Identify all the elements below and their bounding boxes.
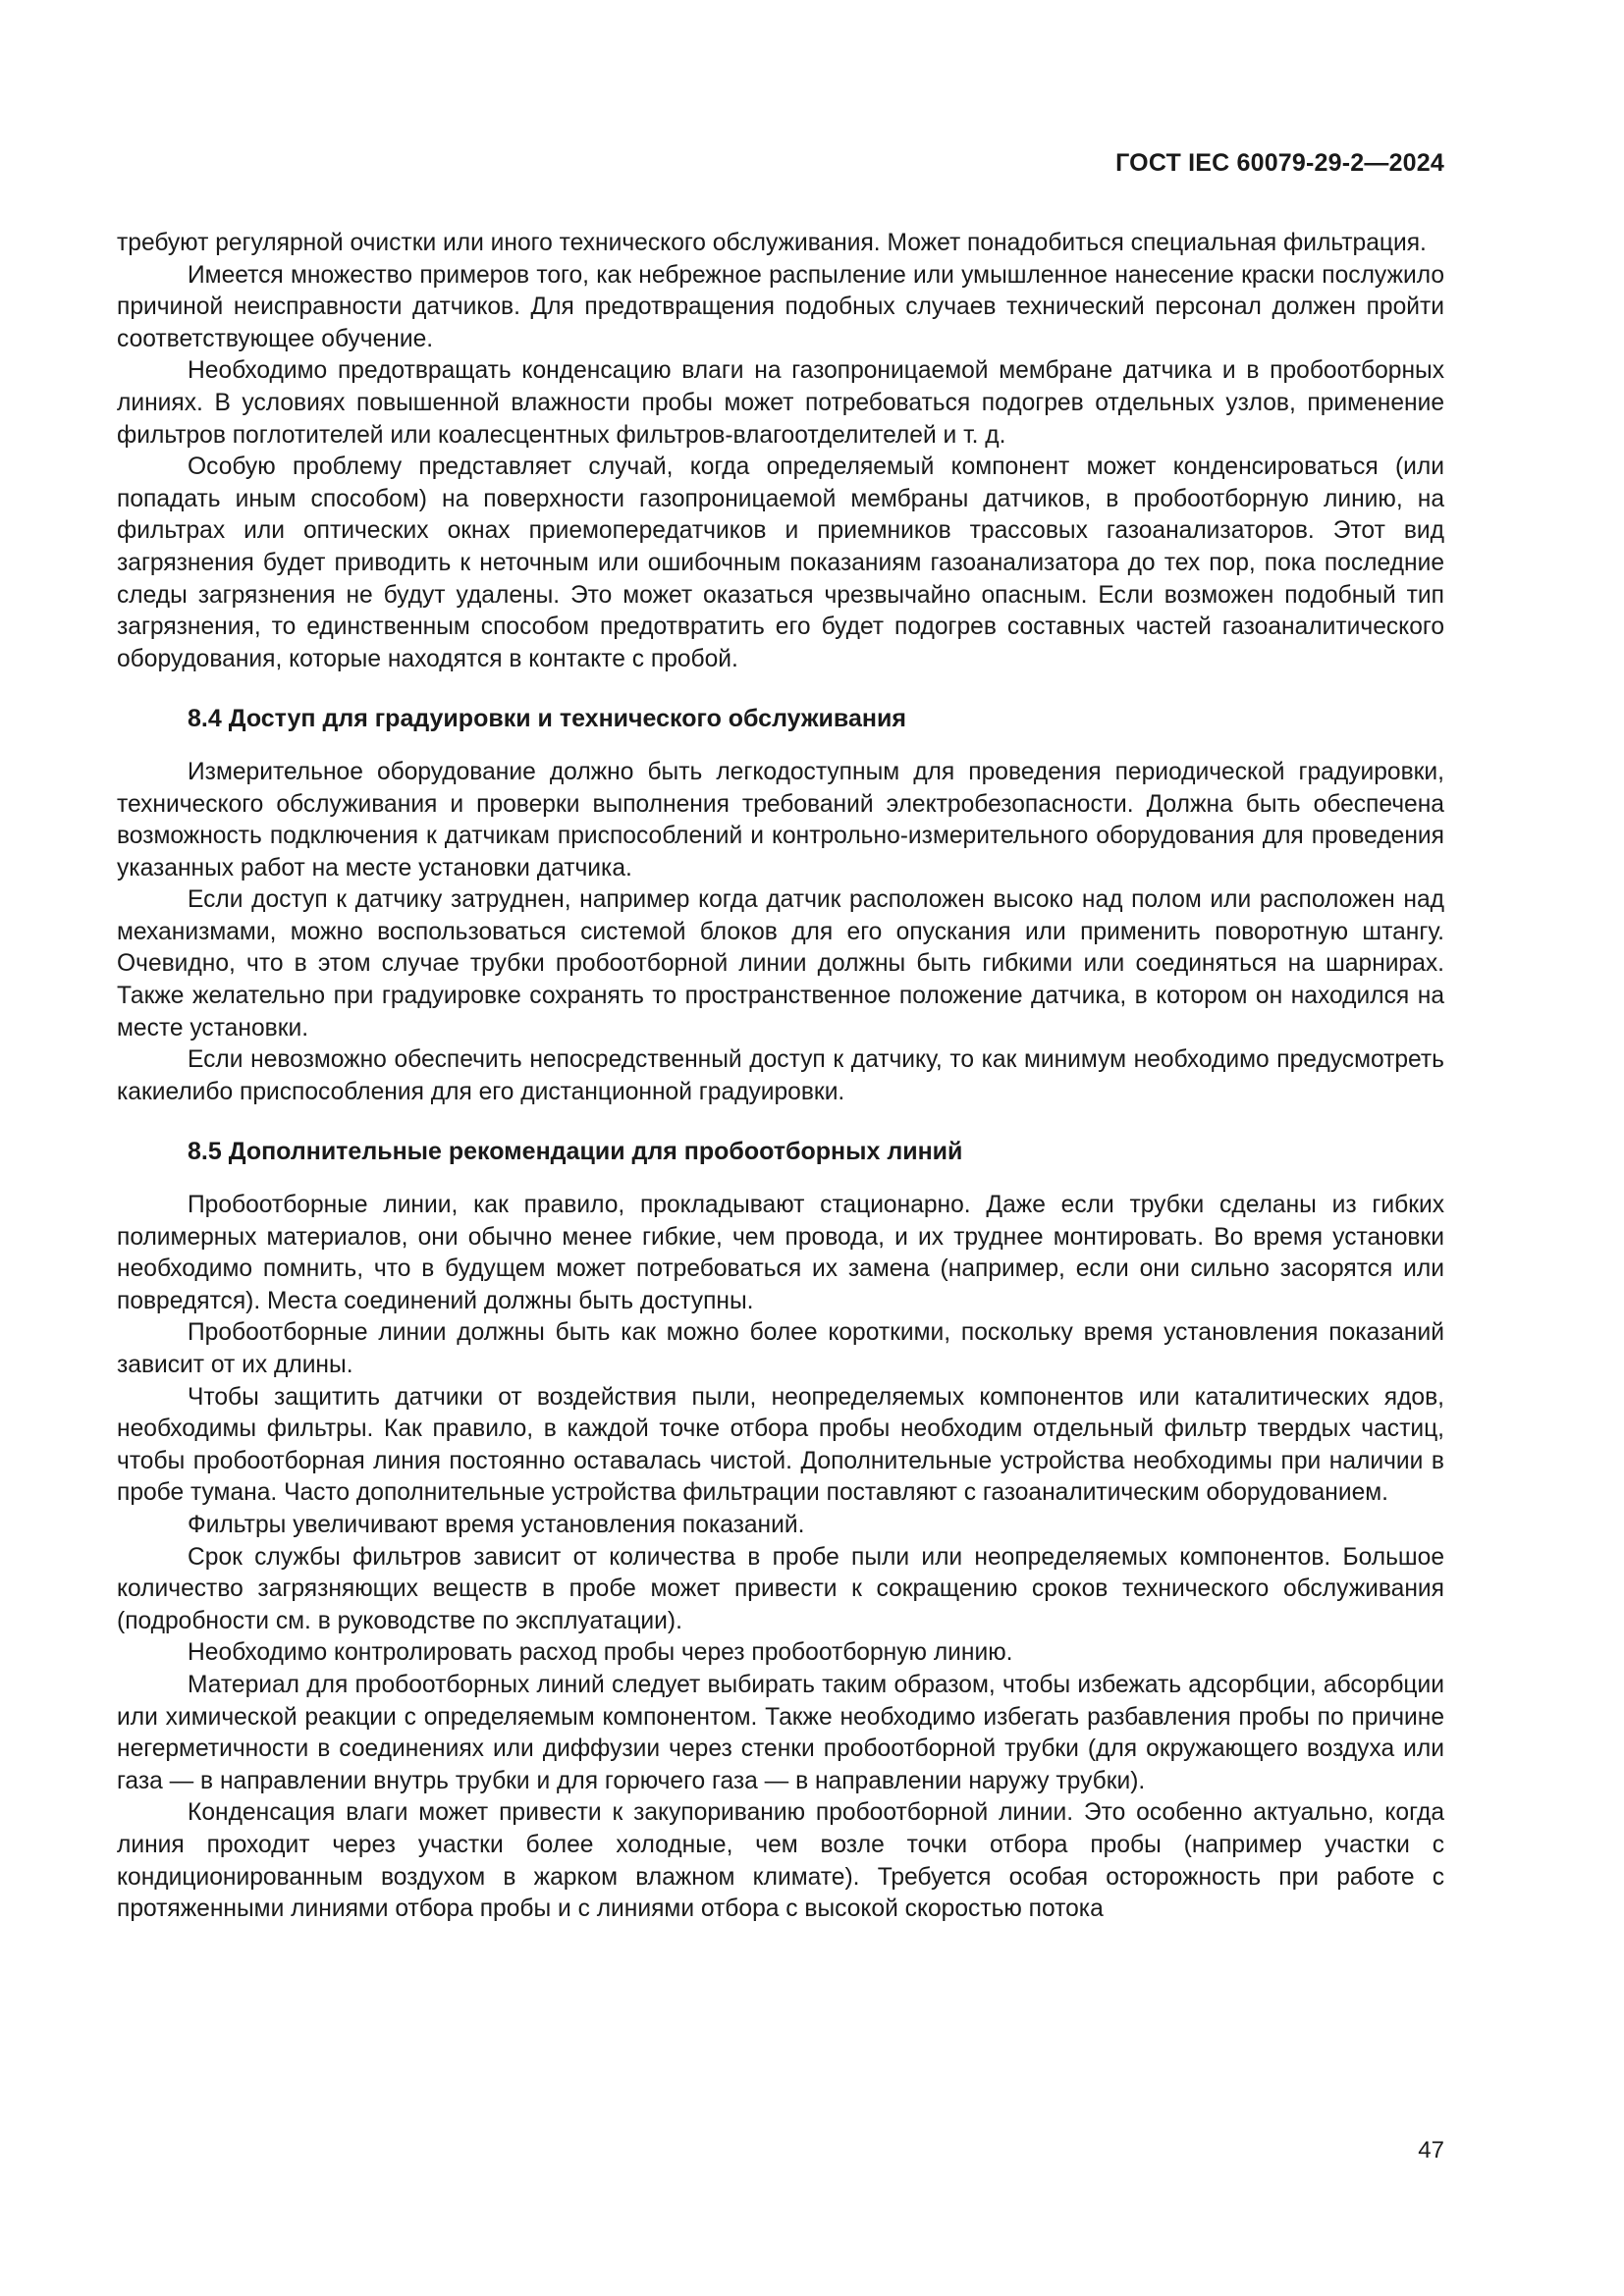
- paragraph: Имеется множество примеров того, как небрежное распыление или умышленное нанесение краски послужило причиной неисправности датчиков. Для предотвращения подобных случаев технический персонал должен пройти соответствующее обучение.: [117, 261, 1444, 352]
- paragraph: Пробоотборные линии должны быть как можно более короткими, поскольку время установления показаний зависит от их длины.: [117, 1319, 1444, 1378]
- paragraph: Пробоотборные линии, как правило, прокладывают стационарно. Даже если трубки сделаны из гибких полимерных материалов, они обычно менее гибкие, чем провода, и их труднее монтировать. Во время установки необходимо помнить, что в будущем может потребоваться их замена (например, если они сильно засорятся или повредятся). Места соединений должны быть доступны.: [117, 1192, 1444, 1314]
- document-header: ГОСТ IEC 60079-29-2—2024: [1115, 149, 1444, 177]
- paragraph: Необходимо контролировать расход пробы через пробоотборную линию.: [188, 1639, 1013, 1667]
- paragraph: Чтобы защитить датчики от воздействия пыли, неопределяемых компонентов или каталитических ядов, необходимы фильтры. Как правило, в каждой точке отбора пробы необходим отдельный фильтр твердых частиц, чтобы пробоотборная линия постоянно оставалась чистой. Дополнительные устройства необходимы при наличии в пробе тумана. Часто дополнительные устройства фильтрации поставляют с газоаналитическим оборудованием.: [117, 1383, 1444, 1507]
- paragraph: Если доступ к датчику затруднен, например когда датчик расположен высоко над полом или расположен над механизмами, можно воспользоваться системой блоков для его опускания или применить поворотную штангу. Очевидно, что в этом случае трубки пробоотборной линии должны быть гибкими или соединяться на шарнирах. Также желательно при градуировке сохранять то пространственное положение датчика, в котором он находился на месте установки.: [117, 886, 1444, 1041]
- paragraph: требуют регулярной очистки или иного технического обслуживания. Может понадобиться специальная фильтрация.: [117, 230, 1427, 256]
- paragraph: Фильтры увеличивают время установления показаний.: [188, 1511, 805, 1538]
- paragraph: Конденсация влаги может привести к закупориванию пробоотборной линии. Это особенно актуально, когда линия проходит через участки более холодные, чем возле точки отбора пробы (например участки с кондиционированным воздухом в жарком влажном климате). Требуется особая осторожность при работе с протяженными линиями отбора пробы и с линиями отбора с высокой скоростью потока: [117, 1799, 1444, 1923]
- section-heading-8-5: 8.5 Дополнительные рекомендации для пробоотборных линий: [188, 1138, 963, 1166]
- paragraph: Особую проблему представляет случай, когда определяемый компонент может конденсироваться (или попадать иным способом) на поверхности газопроницаемой мембраны датчиков, в пробоотборную линию, на фильтрах или оптических окнах приемопередатчиков и приемников трассовых газоанализаторов. Этот вид загрязнения будет приводить к неточным или ошибочным показаниям газоанализатора до тех пор, пока последние следы загрязнения не будут удалены. Это может оказаться чрезвычайно опасным. Если возможен подобный тип загрязнения, то единственным способом предотвратить его будет подогрев составных частей газоаналитического оборудования, которые находятся в контакте с пробой.: [117, 454, 1444, 672]
- section-heading-8-4: 8.4 Доступ для градуировки и технического обслуживания: [188, 705, 906, 733]
- document-body: [117, 228, 1444, 1926]
- paragraph: Необходимо предотвращать конденсацию влаги на газопроницаемой мембране датчика и в пробоотборных линиях. В условиях повышенной влажности пробы может потребоваться подогрев отдельных узлов, применение фильтров поглотителей или коалесцентных фильтров-влагоотделителей и т. д.: [117, 357, 1444, 449]
- page-number: 47: [1418, 2137, 1444, 2163]
- paragraph: Если невозможно обеспечить непосредственный доступ к датчику, то как минимум необходимо предусмотреть какиелибо приспособления для его дистанционной градуировки.: [117, 1046, 1444, 1105]
- paragraph: Материал для пробоотборных линий следует выбирать таким образом, чтобы избежать адсорбции, абсорбции или химической реакции с определяемым компонентом. Также необходимо избегать разбавления пробы по причине негерметичности в соединениях или диффузии через стенки пробоотборной трубки (для окружающего воздуха или газа — в направлении внутрь трубки и для горючего газа — в направлении наружу трубки).: [117, 1671, 1444, 1794]
- paragraph: Измерительное оборудование должно быть легкодоступным для проведения периодической градуировки, технического обслуживания и проверки выполнения требований электробезопасности. Должна быть обеспечена возможность подключения к датчикам приспособлений и контрольно-измерительного оборудования для проведения указанных работ на месте установки датчика.: [117, 758, 1444, 881]
- paragraph: Срок службы фильтров зависит от количества в пробе пыли или неопределяемых компонентов. Большое количество загрязняющих веществ в пробе может привести к сокращению сроков технического обслуживания (подробности см. в руководстве по эксплуатации).: [117, 1543, 1444, 1634]
